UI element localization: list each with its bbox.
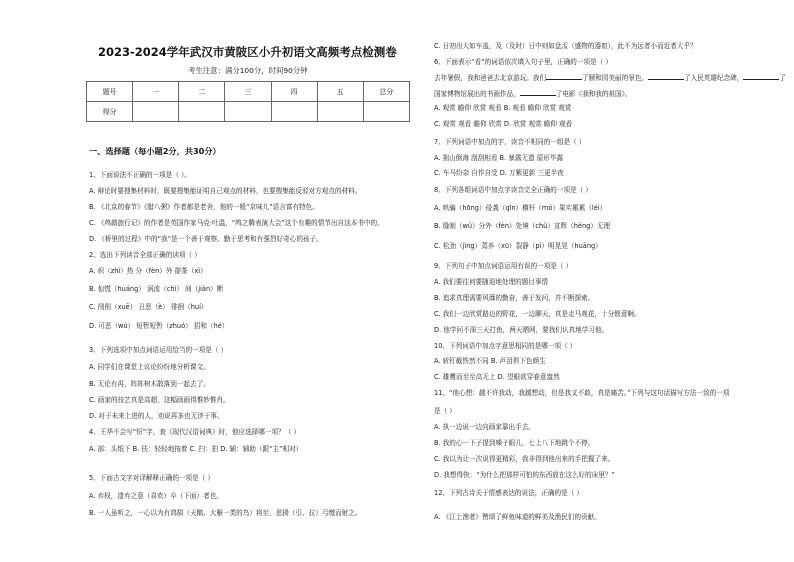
question-line: D. 对于未来上进的人，劝说再多也无济于事。 <box>89 412 224 420</box>
score-cell[interactable] <box>179 102 225 122</box>
question-line: 11、“他心想：越不许我动，我越想动，但是我又不敢，真是痛苦。”下列与这句话描写方法一致的一项 <box>434 389 730 397</box>
question-line: 8、下列各组词语中加点字读音完全正确的一项是（ ） <box>434 186 592 194</box>
score-table <box>86 81 410 122</box>
answer-blank[interactable] <box>546 73 582 80</box>
score-table-header: 三 <box>225 82 271 102</box>
question-line: C. 雄鹰而至至高无上 D. 望眼欲穿春意盎然 <box>434 373 560 381</box>
question-line: D. 《桥里的过程》中的“我”是一个善于观察、勤于思考和有强烈好奇心的孩子。 <box>89 235 323 243</box>
score-cell[interactable] <box>363 102 409 122</box>
question-line: 是（ ） <box>434 407 456 415</box>
score-table-header: 总分 <box>363 82 409 102</box>
question-line: 国家博物馆展出的书画作品， 了电影《我和我的祖国》。 <box>434 90 632 98</box>
question-line: A. 拙山倒海 刮刮相看 B. 暴露无遗 原形毕露 <box>434 154 564 162</box>
score-cell[interactable] <box>271 102 317 122</box>
question-line: 2、选出下列读音全部正确的读项（ ） <box>89 251 201 259</box>
score-cell[interactable] <box>133 102 179 122</box>
right-column <box>414 0 794 562</box>
question-line: A. 哄骗（hōng）侵袭（qīn）横杆（mó）果实累累（léi） <box>434 204 607 212</box>
score-table-header: 四 <box>271 82 317 102</box>
score-table-score-row <box>87 102 410 122</box>
question-line: B. 无论有再，阵阵树木散落到一起去了。 <box>89 380 210 388</box>
section-heading: 一、选择题（每小题2分，共30分） <box>89 146 221 156</box>
question-line: 4、王华不会写“恒”字，查《现代汉语词典》时，他应选择哪一项？（ ） <box>89 428 300 436</box>
question-line: B. 《北京的春节》《腊八粥》作者都是老舍，他的一般“京味儿”语言富有特色。 <box>89 203 319 211</box>
question-line: D. 他学问不深三天打鱼，两天晒网，要我们认真地学习他。 <box>434 326 609 334</box>
question-line: C. 车马纷杂 自作自受 D. 万紫更新 三更半夜 <box>434 169 564 177</box>
question-line: C. 画家的技艺真是高超，这幅画画得惟妙惟肖。 <box>89 396 230 404</box>
question-line: B. 惊慌（huáng） 涡流（chì） 间（jiàn）断 <box>89 285 224 293</box>
answer-blank[interactable] <box>520 89 556 96</box>
question-line: A. 执一边说一边向画家靠出手去。 <box>434 423 535 431</box>
question-line: A. 同学们在课堂上议论纷纷地分析课文。 <box>89 363 210 371</box>
score-table-row-label: 题号 <box>87 82 133 102</box>
question-line: A. 观赏 瞻仰 欣赏 观看 B. 观看 瞻仰 欣赏 观赏 <box>434 104 572 112</box>
question-line: 7、下列词语中加点的字，读音不相同的一组是（ ） <box>434 138 586 146</box>
question-line: A. 弃权，遗弃之意（喜欢）卒（下面）者也。 <box>89 492 223 500</box>
question-line: 9、下列句子中加点词语运用有误的一项是（ ） <box>434 262 573 270</box>
question-line: C. 松劲（jìng）蔫养（xū）裂静（pì）明晃晃（huāng） <box>434 242 602 250</box>
question-line: A. 炽（zhì）热 分（fèn）外 提茶（xì） <box>89 267 207 275</box>
question-line: 3、下列选项中加点词语运用恰当的一项是（ ） <box>89 346 228 354</box>
question-line: 1、下面说法不正确的一项是（ ）。 <box>89 171 191 179</box>
question-line: B. 追求真理需要风靡的勤奋，善于发问，并不断探索。 <box>434 294 595 302</box>
question-line: C. 日初出大如车盖，及（及时）日中则如盘盂（盛物的器皿），此不为远者小而近者大乎？ <box>434 42 697 50</box>
question-line: B. 一人虽听之，一心以为有鸿鹄（天鹅、大雁一类的鸟）将至，思援（引、拉）弓缴而射之。 <box>89 509 362 517</box>
question-line: 6、下面表示“看”的词语依次填入句子里，正确的一项是（ ） <box>434 58 612 66</box>
question-line: B. 我的心一下子提到嗓子眼儿，七上八下地跳个不停。 <box>434 439 595 447</box>
question-line: C. 我们一边欣赏路边的野花，一边聊天，真是走马观花，十分惬意啊。 <box>434 310 641 318</box>
question-line: C. 《鸬鹚旅行记》的作者是英国作家马克·吐温，“鸬之腾表演大会”这个有趣的情节出自这本书中的。 <box>89 219 384 227</box>
question-line: A. 斩钉截铁然不同 B. 声泪俱下色颜生 <box>434 357 546 365</box>
question-line: A. 部：头纸下 B. 扶：轻轻地按着 C. 扫：拍 D. 辅：辅助（跟“主”相对） <box>89 445 303 453</box>
question-line: 5、下面古文字对译解释正确的一项是（ ） <box>89 474 214 482</box>
answer-blank[interactable] <box>743 73 779 80</box>
exam-title: 2023-2024学年武汉市黄陂区小升初语文高频考点检测卷 <box>98 45 397 59</box>
score-cell[interactable] <box>317 102 363 122</box>
question-line: D. 我想得快：“为什么把那样可怕的东西放在这么好的床里？” <box>434 471 615 479</box>
question-line: A. 辩论时要搜集材料时，既要搜集能证明自己观点的材料，也要搜集能反驳对方观点的材料。 <box>89 187 362 195</box>
question-line: B. 缝制（wǔ）分外（fèn）处境（chǔ）宣辉（hèng）无理 <box>434 222 611 230</box>
score-table-header-row <box>87 82 410 102</box>
answer-blank[interactable] <box>648 73 684 80</box>
question-line: A. 《江上渔者》赞颂了鲜鱼味道的鲜美及渔民们的贡献。 <box>434 513 601 521</box>
score-table-header: 一 <box>133 82 179 102</box>
question-line: 去年暑假，我和爸爸去北京游玩。我们 了颐和园美丽的景色， 了人民英雄纪念碑， 了 <box>434 74 786 82</box>
question-line: C. 观赏 观看 瞻仰 欣赏 D. 欣赏 观赏 瞻仰 观看 <box>434 120 573 128</box>
question-line: C. 削削（xuē） 丑恶（è） 徘徊（huí） <box>89 303 208 311</box>
question-line: 12、下列古诗关于情感表达的说法，正确的是（ ） <box>434 489 583 497</box>
score-table-header: 二 <box>179 82 225 102</box>
question-line: 10、下列词语中加点字意思相同的是哪一项（ ） <box>434 342 577 350</box>
question-line: C. 我以为让一次说得更精彩，我非得到他出来的手把握了来。 <box>434 455 615 463</box>
score-table-header: 五 <box>317 82 363 102</box>
question-line: A. 我们要往何要随迎地处理的题目事情 <box>434 278 549 286</box>
score-table-row-label: 得分 <box>87 102 133 122</box>
question-line: D. 可恶（wù） 短暂短暂（zhuó） 招和（hé） <box>89 322 229 330</box>
score-cell[interactable] <box>225 102 271 122</box>
exam-subtitle: 考生注意：满分100分，时间90分钟 <box>188 66 308 75</box>
